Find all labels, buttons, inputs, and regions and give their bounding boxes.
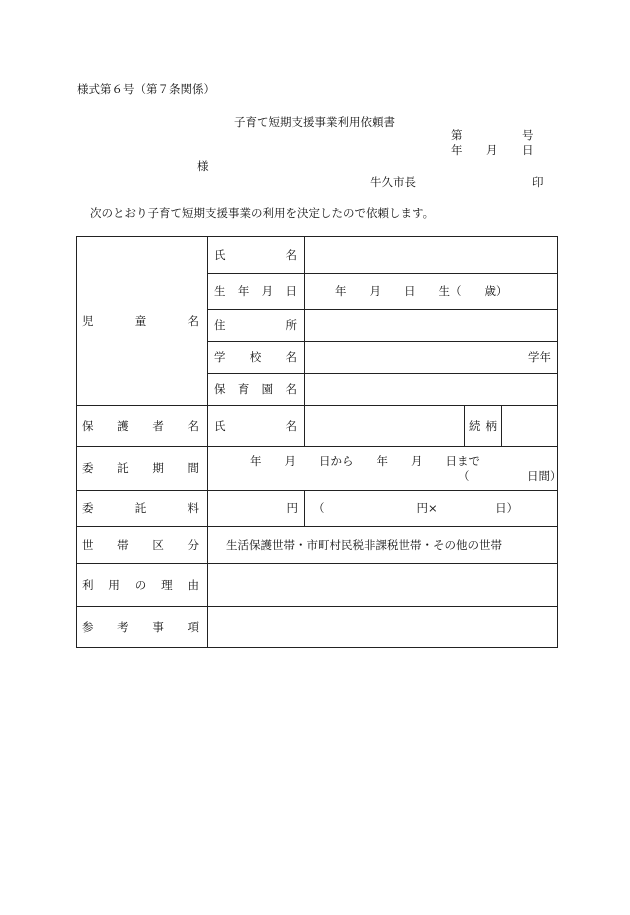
form-title: 子育て短期支援事業利用依頼書 <box>234 115 395 129</box>
form-number: 様式第６号（第７条関係） <box>77 82 215 96</box>
period-value: 年 月 日から 年 月 日まで <box>250 453 480 468</box>
mayor-name: 牛久市長 <box>370 175 416 189</box>
addressee-sama: 様 <box>197 159 209 173</box>
child-label-text: 児 童 名 <box>82 313 199 328</box>
fee-calc-field[interactable] <box>305 491 558 527</box>
fee-yen-unit: 円 <box>286 501 298 516</box>
school-field[interactable] <box>305 342 558 374</box>
number-go: 号 <box>522 128 534 142</box>
number-dai: 第 <box>451 128 463 142</box>
fee-amount-field[interactable] <box>208 491 305 527</box>
fee-calc-value: （ 円× 日） <box>313 501 519 516</box>
notes-field[interactable] <box>208 607 558 648</box>
reason-label: 利 用 の 理 由 <box>77 564 208 607</box>
child-label <box>77 237 208 406</box>
birth-date-value: 年 月 日 生（ 歳） <box>335 284 508 299</box>
period-field[interactable] <box>208 447 562 491</box>
address-field[interactable] <box>305 310 558 342</box>
child-name-field[interactable] <box>305 237 558 274</box>
period-days: （ 日間） <box>458 468 562 483</box>
date-month: 月 <box>486 143 498 157</box>
household-options: 生活保護世帯・市町村民税非課税世帯・その他の世帯 <box>226 537 502 552</box>
school-label: 学 校 名 <box>208 342 305 374</box>
household-field[interactable] <box>208 527 558 564</box>
seal-mark: 印 <box>532 175 544 189</box>
guardian-name-field[interactable] <box>305 406 465 447</box>
nursery-field[interactable] <box>305 374 558 406</box>
relationship-field[interactable] <box>502 406 558 447</box>
notes-label: 参 考 事 項 <box>77 607 208 648</box>
grade-suffix: 学年 <box>528 350 552 365</box>
period-label: 委 託 期 間 <box>77 447 208 491</box>
date-day: 日 <box>522 143 534 157</box>
nursery-label: 保 育 園 名 <box>208 374 305 406</box>
reason-field[interactable] <box>208 564 558 607</box>
child-name-label: 氏 名 <box>208 237 305 274</box>
relationship-label: 続 柄 <box>465 406 502 447</box>
fee-label: 委 託 料 <box>77 491 208 527</box>
request-form-table <box>76 236 562 648</box>
date-year: 年 <box>451 143 463 157</box>
guardian-name-label: 氏 名 <box>208 406 305 447</box>
birth-date-field[interactable] <box>305 274 558 310</box>
intro-text: 次のとおり子育て短期支援事業の利用を決定したので依頼します。 <box>90 206 435 220</box>
address-label: 住 所 <box>208 310 305 342</box>
birth-date-label: 生 年 月 日 <box>208 274 305 310</box>
household-label: 世 帯 区 分 <box>77 527 208 564</box>
guardian-label: 保 護 者 名 <box>77 406 208 447</box>
